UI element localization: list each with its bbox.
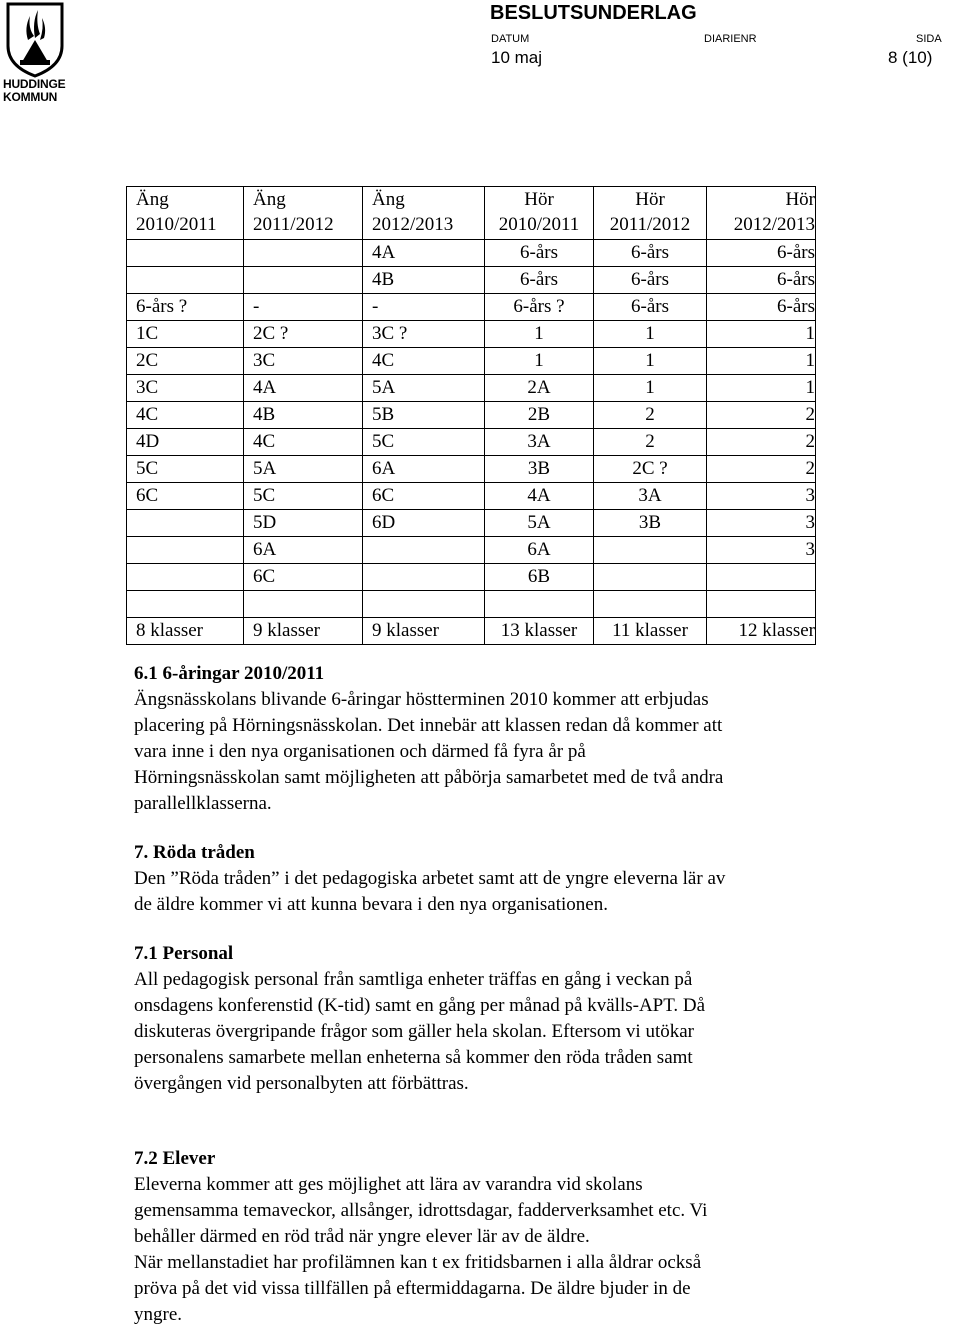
table-cell: 6-års <box>594 294 707 321</box>
table-header-cell <box>244 187 363 240</box>
section-heading: 7. Röda tråden <box>134 842 255 863</box>
table-cell: 1 <box>594 375 707 402</box>
table-cell: 11 klasser <box>594 618 707 645</box>
table-cell <box>127 510 244 537</box>
org-name <box>3 78 69 104</box>
table-cell: 12 klasser <box>707 618 816 645</box>
table-cell: 1 <box>707 348 816 375</box>
section-7-1 <box>134 941 854 1097</box>
table-cell: 4C <box>244 429 363 456</box>
table-cell: 3C ? <box>363 321 485 348</box>
table-cell: 4A <box>244 375 363 402</box>
table-row <box>127 456 816 483</box>
header-school: Äng <box>136 189 169 210</box>
table-cell: 6A <box>485 537 594 564</box>
table-cell <box>127 564 244 591</box>
table-cell: 3A <box>594 483 707 510</box>
table-cell: 1 <box>707 321 816 348</box>
class-organization-table <box>126 186 816 645</box>
table-cell: 2C <box>127 348 244 375</box>
table-cell: 5C <box>363 429 485 456</box>
table-cell: 6-års ? <box>127 294 244 321</box>
header-year: 2012/2013 <box>372 214 454 235</box>
diarienr-label: DIARIENR <box>704 33 757 45</box>
table-row <box>127 294 816 321</box>
document-type-title: BESLUTSUNDERLAG <box>490 2 697 24</box>
table-row <box>127 429 816 456</box>
table-cell: 5C <box>127 456 244 483</box>
table-cell: 2C ? <box>244 321 363 348</box>
paragraph-line: Den ”Röda tråden” i det pedagogiska arbetet samt att de yngre eleverna lär av <box>134 868 726 889</box>
table-cell: 6-års ? <box>485 294 594 321</box>
table-cell: 6-års <box>485 267 594 294</box>
table-cell: 6D <box>363 510 485 537</box>
org-name-line1: HUDDINGE <box>3 77 66 91</box>
table-cell <box>244 240 363 267</box>
table-row <box>127 510 816 537</box>
municipality-logo <box>0 0 70 108</box>
table-cell <box>127 591 244 618</box>
table-cell <box>127 240 244 267</box>
table-row <box>127 267 816 294</box>
table-cell: 5C <box>244 483 363 510</box>
table-header-cell <box>707 187 816 240</box>
table-cell: 1 <box>594 348 707 375</box>
paragraph-line: Eleverna kommer att ges möjlighet att lära av varandra vid skolans <box>134 1174 643 1195</box>
table-totals-row <box>127 618 816 645</box>
table-cell: 1 <box>485 321 594 348</box>
paragraph-line: behåller därmed en röd tråd när yngre elever lär av de äldre. <box>134 1226 590 1247</box>
table-header-cell <box>485 187 594 240</box>
table-cell: 1 <box>707 375 816 402</box>
table-cell: 2C ? <box>594 456 707 483</box>
table-header-row <box>127 187 816 240</box>
paragraph-line: Ängsnässkolans blivande 6-åringar höstterminen 2010 kommer att erbjudas <box>134 689 709 710</box>
org-name-line2: KOMMUN <box>3 90 58 104</box>
table-cell: 6A <box>244 537 363 564</box>
paragraph-line: parallellklasserna. <box>134 793 272 814</box>
table-row <box>127 537 816 564</box>
table-cell: 2B <box>485 402 594 429</box>
table-cell <box>707 564 816 591</box>
page-value: 8 (10) <box>888 48 933 67</box>
paragraph-line: personalens samarbete mellan enheterna så kommer den röda tråden samt <box>134 1047 693 1068</box>
table-cell: 1 <box>594 321 707 348</box>
table-cell: 5A <box>363 375 485 402</box>
table-cell: 1 <box>485 348 594 375</box>
paragraph-line: All pedagogisk personal från samtliga enheter träffas en gång i veckan på <box>134 969 693 990</box>
header-school: Hör <box>785 189 815 210</box>
header-school: Hör <box>635 189 665 210</box>
table-row <box>127 321 816 348</box>
table-cell: 1C <box>127 321 244 348</box>
date-label: DATUM <box>491 33 530 45</box>
table-cell <box>363 564 485 591</box>
header-year: 2012/2013 <box>733 214 815 235</box>
table-cell: 6-års <box>707 294 816 321</box>
paragraph-line: vara inne i den nya organisationen och därmed få fyra år på <box>134 741 586 762</box>
table-cell <box>594 537 707 564</box>
paragraph-line: yngre. <box>134 1304 183 1325</box>
section-6-1 <box>134 661 854 817</box>
table-cell: 6C <box>244 564 363 591</box>
table-cell: 6-års <box>707 267 816 294</box>
table-cell: - <box>363 294 485 321</box>
paragraph-line: placering på Hörningsnässkolan. Det innebär att klassen redan då kommer att <box>134 715 723 736</box>
table-cell: 2 <box>707 402 816 429</box>
table-cell: 6-års <box>707 240 816 267</box>
header-year: 2010/2011 <box>498 214 580 235</box>
header-year: 2011/2012 <box>253 214 334 235</box>
table-cell: 2 <box>707 429 816 456</box>
table-cell <box>594 591 707 618</box>
table-cell: 6B <box>485 564 594 591</box>
table-cell: 2 <box>594 402 707 429</box>
table-cell: 4A <box>363 240 485 267</box>
table-cell: 9 klasser <box>363 618 485 645</box>
table-cell <box>485 591 594 618</box>
header-school: Äng <box>253 189 286 210</box>
paragraph-line: När mellanstadiet har profilämnen kan t ex fritidsbarnen i alla åldrar också <box>134 1252 702 1273</box>
table-cell: 4D <box>127 429 244 456</box>
table-cell: 4C <box>363 348 485 375</box>
table-header-cell <box>594 187 707 240</box>
table-cell <box>244 267 363 294</box>
header-school: Hör <box>524 189 554 210</box>
section-7 <box>134 840 854 918</box>
paragraph-line: de äldre kommer vi att kunna bevara i den nya organisationen. <box>134 894 608 915</box>
page-label: SIDA <box>916 33 942 45</box>
table-cell: 3C <box>244 348 363 375</box>
table-cell: 5B <box>363 402 485 429</box>
paragraph-line: övergången vid personalbyten att förbättras. <box>134 1073 469 1094</box>
header-year: 2011/2012 <box>609 214 691 235</box>
table-cell: 6-års <box>485 240 594 267</box>
table-cell <box>363 591 485 618</box>
table-cell: 3 <box>707 510 816 537</box>
table-cell: 2 <box>594 429 707 456</box>
table-cell <box>594 564 707 591</box>
table-cell <box>127 537 244 564</box>
paragraph-line: gemensamma temaveckor, allsånger, idrottsdagar, fadderverksamhet etc. Vi <box>134 1200 708 1221</box>
table-row <box>127 591 816 618</box>
table-cell: 6C <box>127 483 244 510</box>
table-cell: 2A <box>485 375 594 402</box>
table-cell: 5A <box>485 510 594 537</box>
table-cell: 4C <box>127 402 244 429</box>
table-cell: 8 klasser <box>127 618 244 645</box>
paragraph-line: Hörningsnässkolan samt möjligheten att påbörja samarbetet med de två andra <box>134 767 724 788</box>
header-year: 2010/2011 <box>136 214 217 235</box>
table-cell: 5D <box>244 510 363 537</box>
table-header-cell <box>363 187 485 240</box>
table-cell: 2 <box>707 456 816 483</box>
table-cell <box>127 267 244 294</box>
table-row <box>127 375 816 402</box>
table-cell: 3B <box>594 510 707 537</box>
document-body <box>134 661 854 1328</box>
table-cell: 4B <box>363 267 485 294</box>
paragraph-line: diskuteras övergripande frågor som gäller hela skolan. Eftersom vi utökar <box>134 1021 694 1042</box>
table-cell: 6A <box>363 456 485 483</box>
table-row <box>127 483 816 510</box>
table-cell: 5A <box>244 456 363 483</box>
table-cell: 9 klasser <box>244 618 363 645</box>
table-row <box>127 348 816 375</box>
table-cell: 13 klasser <box>485 618 594 645</box>
table-cell: 6C <box>363 483 485 510</box>
table-cell: 4A <box>485 483 594 510</box>
section-heading: 7.2 Elever <box>134 1148 216 1169</box>
paragraph-line: pröva på det vid vissa tillfällen på eftermiddagarna. De äldre bjuder in de <box>134 1278 691 1299</box>
date-value: 10 maj <box>491 48 543 67</box>
table-cell <box>707 591 816 618</box>
table-cell: 3B <box>485 456 594 483</box>
table-cell: 3C <box>127 375 244 402</box>
crest-icon <box>0 0 70 80</box>
table-cell: 6-års <box>594 240 707 267</box>
table-row <box>127 240 816 267</box>
table-row <box>127 564 816 591</box>
section-heading: 7.1 Personal <box>134 943 234 964</box>
section-7-2 <box>134 1146 854 1328</box>
table-cell <box>244 591 363 618</box>
table-cell <box>363 537 485 564</box>
section-heading: 6.1 6-åringar 2010/2011 <box>134 663 325 684</box>
table-cell: 4B <box>244 402 363 429</box>
table-cell: 3A <box>485 429 594 456</box>
paragraph-line: onsdagens konferenstid (K-tid) samt en gång per månad på kvälls-APT. Då <box>134 995 706 1016</box>
table-cell: 6-års <box>594 267 707 294</box>
table-row <box>127 402 816 429</box>
table-header-cell <box>127 187 244 240</box>
table-cell: - <box>244 294 363 321</box>
header-school: Äng <box>372 189 405 210</box>
table-cell: 3 <box>707 483 816 510</box>
table-cell: 3 <box>707 537 816 564</box>
